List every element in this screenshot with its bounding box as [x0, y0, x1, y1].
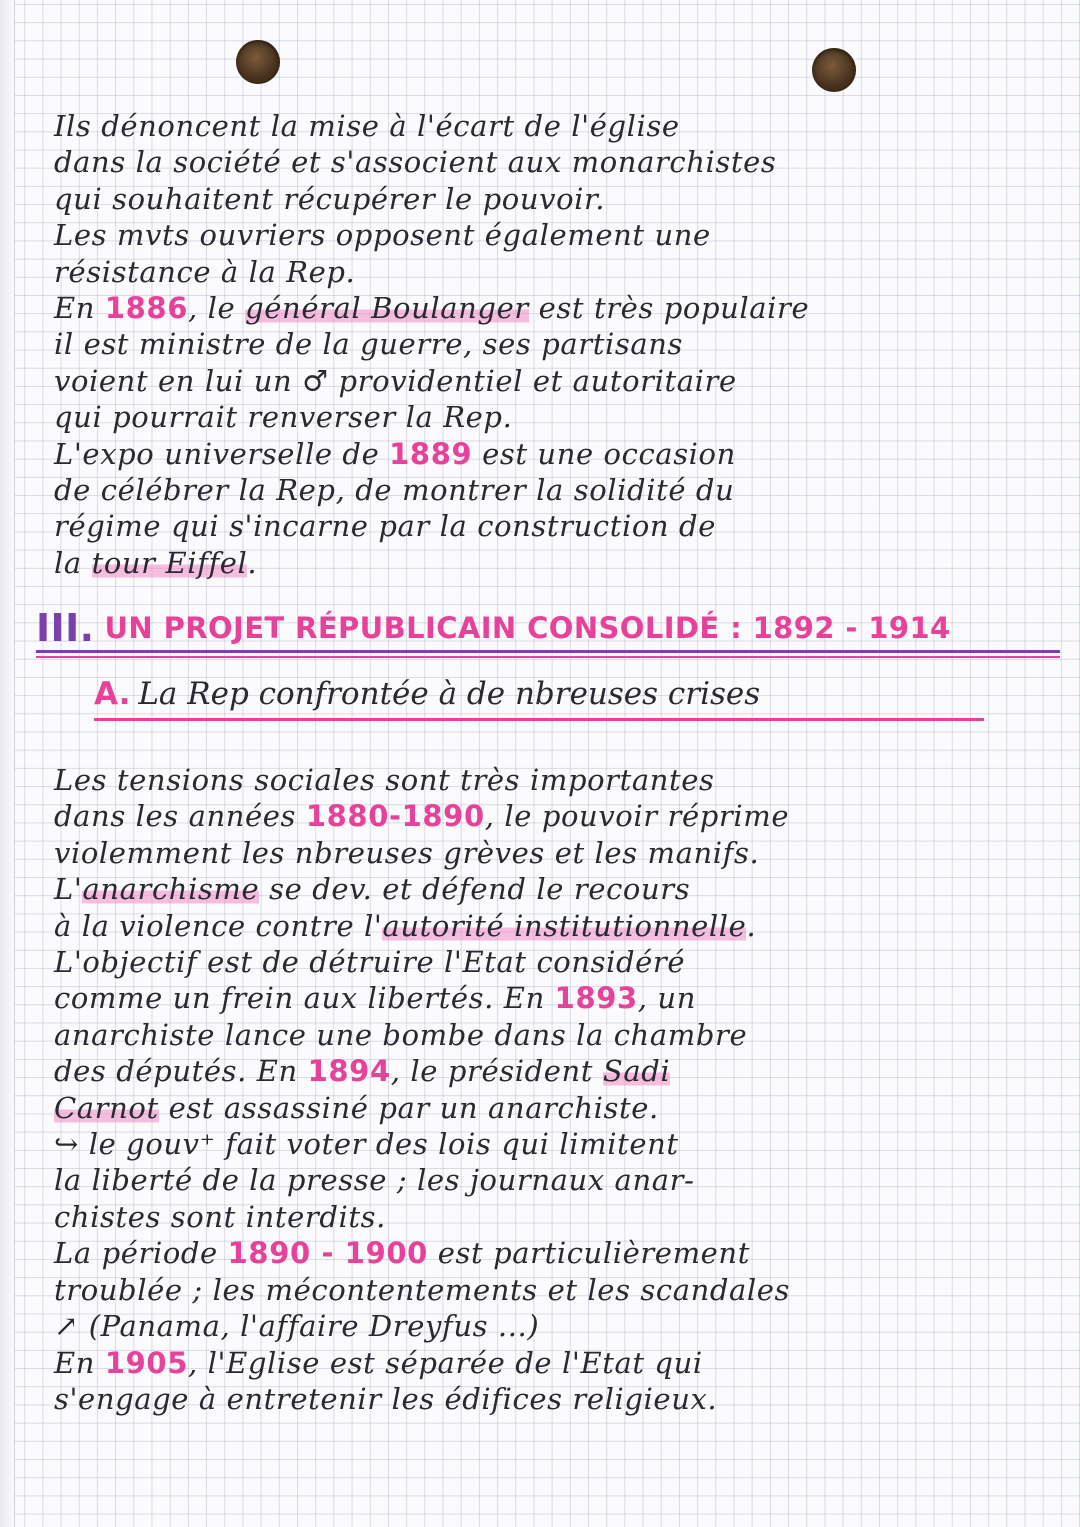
text-line — [54, 290, 1074, 326]
text-line: anarchiste lance une bombe dans la chambre — [54, 1017, 748, 1052]
text-line — [54, 908, 1074, 944]
punch-hole-left — [236, 40, 280, 84]
text-span: . — [746, 908, 757, 943]
text-span: L'expo universelle de — [54, 436, 380, 471]
text-line: régime qui s'incarne par la construction de — [54, 509, 716, 544]
text-span: des députés. En — [54, 1054, 298, 1089]
text-line: Les mvts ouvriers opposent également une — [54, 218, 711, 253]
text-line: de célébrer la Rep, de montrer la solidité du — [54, 473, 735, 508]
text-span: . — [247, 545, 258, 580]
subsection-heading-a — [94, 676, 984, 722]
text-line: chistes sont interdits. — [54, 1199, 386, 1234]
text-span: En — [54, 291, 96, 326]
text-span: En — [54, 1345, 96, 1380]
text-span: est très populaire — [538, 291, 810, 326]
text-line — [54, 871, 1074, 907]
text-line: la liberté de la presse ; les journaux anar- — [54, 1163, 695, 1198]
highlight-carnot: Carnot — [54, 1090, 159, 1125]
paragraph-crises — [54, 762, 1074, 1417]
text-line: résistance à la Rep. — [54, 254, 356, 289]
text-line: violemment les nbreuses grèves et les manifs. — [54, 835, 760, 870]
text-line: qui souhaitent récupérer le pouvoir. — [54, 181, 606, 216]
text-span: à la violence contre l' — [54, 908, 383, 943]
text-line: troublée ; les mécontentements et les scandales — [54, 1272, 791, 1307]
text-line — [54, 1235, 1074, 1271]
year-1886: 1886 — [104, 291, 188, 326]
highlight-anarchisme: anarchisme — [82, 872, 260, 907]
text-span: est une occasion — [482, 436, 736, 471]
subsection-title: La Rep confrontée à de nbreuses crises — [138, 676, 761, 712]
text-line — [54, 798, 1074, 834]
text-line: ↗ (Panama, l'affaire Dreyfus ...) — [54, 1309, 540, 1344]
punch-hole-right — [812, 48, 856, 92]
text-line — [54, 545, 1074, 581]
text-line: s'engage à entretenir les édifices religieux. — [54, 1381, 718, 1416]
years-1880-1890: 1880-1890 — [305, 799, 485, 834]
section-heading-part-3 — [36, 606, 1060, 658]
year-1905: 1905 — [104, 1345, 188, 1380]
text-span: est assassiné par un anarchiste. — [168, 1090, 659, 1125]
text-span: dans les années — [54, 799, 297, 834]
text-span: , le pouvoir réprime — [484, 799, 790, 834]
heading-underline-pink — [36, 656, 1060, 658]
highlight-autorite: autorité institutionnelle — [382, 908, 747, 943]
text-line: voient en lui un ♂ providentiel et autoritaire — [54, 363, 737, 398]
paragraph-republic-opposition — [54, 108, 1074, 581]
text-line: ↪ le gouv⁺ fait voter des lois qui limitent — [54, 1127, 679, 1162]
year-1894: 1894 — [307, 1054, 391, 1089]
year-1893: 1893 — [554, 981, 638, 1016]
text-span: , le — [188, 291, 236, 326]
text-line: Les tensions sociales sont très importantes — [54, 763, 715, 797]
text-span: L' — [54, 872, 83, 907]
text-line: L'objectif est de détruire l'Etat considéré — [54, 945, 686, 980]
text-line — [54, 1090, 1074, 1126]
text-line: il est ministre de la guerre, ses partisans — [54, 327, 683, 362]
page-margin — [0, 0, 15, 1527]
text-span: , un — [637, 981, 696, 1016]
text-line — [54, 980, 1074, 1016]
text-span: , le président — [390, 1054, 594, 1089]
highlight-sadi: Sadi — [602, 1054, 671, 1089]
text-span: comme un frein aux libertés. En — [54, 981, 545, 1016]
text-line: Ils dénoncent la mise à l'écart de l'église — [54, 109, 680, 143]
text-span: se dev. et défend le recours — [269, 872, 691, 907]
section-title: UN PROJET RÉPUBLICAIN CONSOLIDÉ : 1892 - 1914 — [104, 611, 951, 645]
subsection-letter: A. — [94, 676, 131, 712]
text-span: , l'Eglise est séparée de l'Etat qui — [188, 1345, 703, 1380]
section-number: III. — [36, 606, 95, 650]
subsection-underline — [94, 718, 984, 721]
text-span: La période — [54, 1236, 218, 1271]
heading-underline-purple — [36, 650, 1060, 653]
text-span: est particulièrement — [437, 1236, 750, 1271]
text-span: la — [54, 545, 82, 580]
year-1889: 1889 — [389, 436, 473, 471]
text-line — [54, 1053, 1074, 1089]
text-line — [54, 1345, 1074, 1381]
text-line — [54, 436, 1074, 472]
text-line: qui pourrait renverser la Rep. — [54, 400, 513, 435]
text-line: dans la société et s'associent aux monarchistes — [54, 145, 777, 180]
years-1890-1900: 1890 - 1900 — [227, 1236, 428, 1271]
highlight-tour-eiffel: tour Eiffel — [91, 545, 248, 580]
highlight-boulanger: général Boulanger — [245, 291, 529, 326]
